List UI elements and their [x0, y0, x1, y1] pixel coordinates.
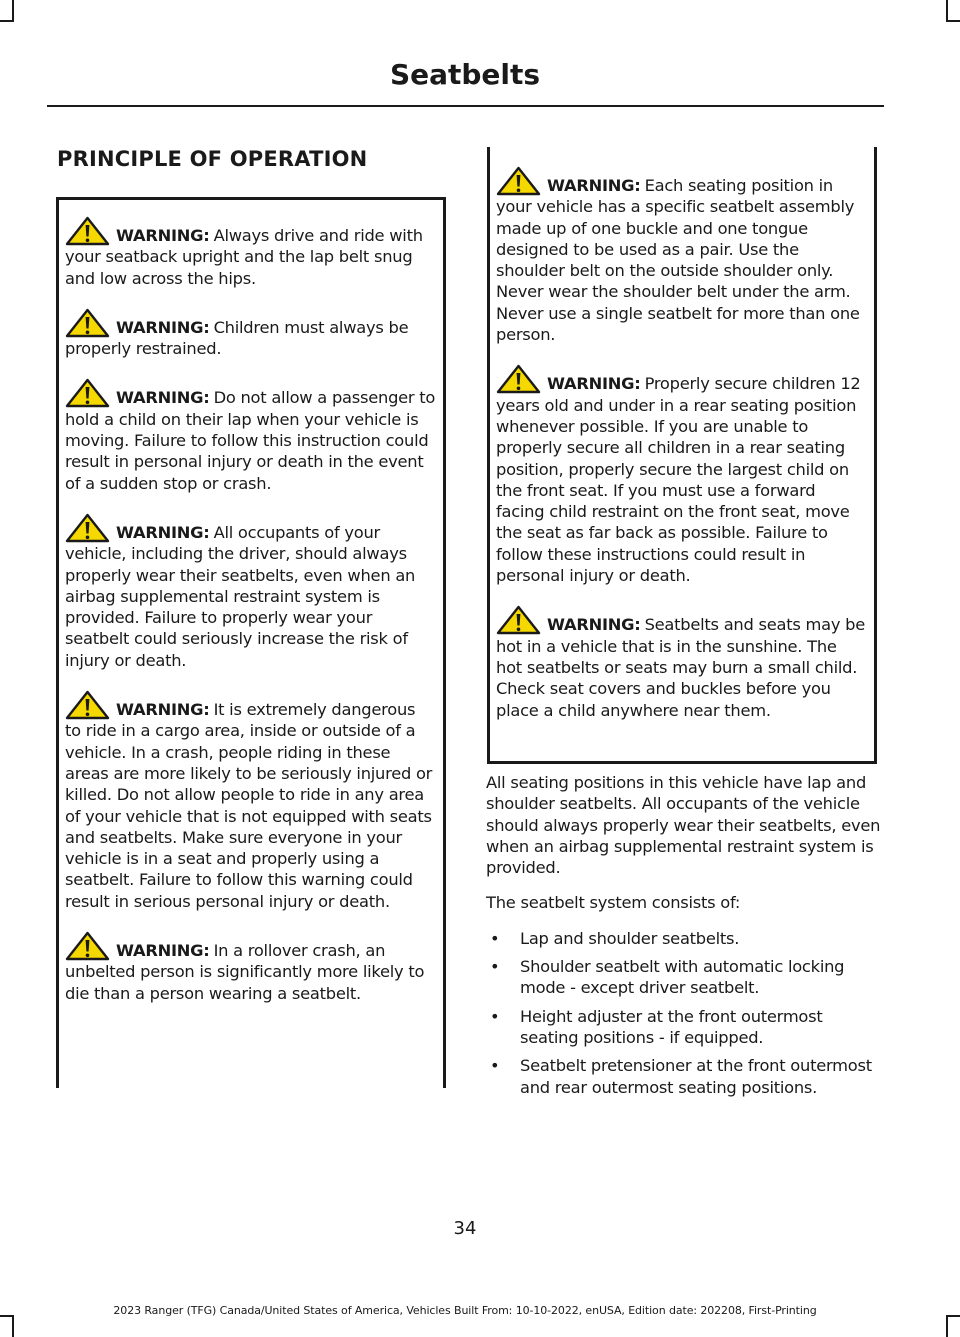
warning-text: Seatbelts and seats may be hot in a vehicle that is in the sunshine. The hot seatbelts or seats may burn a small child. Check seat covers and buckles before you place a child anywhere near them.: [496, 615, 866, 720]
warning-triangle-icon: [65, 690, 110, 720]
crop-mark: [12, 1315, 14, 1337]
crop-mark: [946, 20, 960, 22]
list-item-text: Seatbelt pretensioner at the front outermost and rear outermost seating positions.: [520, 1056, 872, 1097]
crop-mark: [946, 1315, 948, 1337]
warning-paragraph: [496, 605, 867, 720]
warning-paragraph: [496, 364, 867, 586]
page-title: Seatbelts: [389, 58, 541, 91]
warning-triangle-icon: [65, 513, 110, 543]
warning-paragraph: [65, 513, 436, 671]
warning-label: WARNING:: [116, 522, 210, 542]
crop-mark: [0, 20, 14, 22]
warning-triangle-icon: [496, 166, 541, 196]
body-text: [486, 772, 884, 1105]
bullet-glyph: •: [490, 957, 500, 977]
warning-text: Do not allow a passenger to hold a child on their lap when your vehicle is moving. Failure to follow this instruction could result in personal injury or death in the event of a sudden stop or crash.: [65, 388, 436, 493]
warning-text: Children must always be properly restrained.: [65, 317, 409, 359]
list-item-text: Lap and shoulder seatbelts.: [520, 928, 740, 948]
list-item-text: Shoulder seatbelt with automatic locking mode - except driver seatbelt.: [520, 957, 845, 998]
warning-paragraph: [65, 216, 436, 289]
list-item: [486, 1055, 884, 1098]
warning-triangle-icon: [65, 931, 110, 961]
warning-paragraph: [65, 308, 436, 360]
warning-text: Each seating position in your vehicle has a specific seatbelt assembly made up of one buckle and one tongue designed to be used as a pair. Use the shoulder belt on the outside shoulder only. Never wear the shoulder belt under the arm. Never use a single seatbelt for more than one person.: [496, 176, 860, 345]
list-item: [486, 1006, 884, 1049]
document-footer: 2023 Ranger (TFG) Canada/United States of America, Vehicles Built From: 10-10-2022, enUSA, Edition date: 202208, First-Printing: [113, 1304, 817, 1317]
section-heading: PRINCIPLE OF OPERATION: [57, 147, 368, 171]
warning-triangle-icon: [65, 216, 110, 246]
bullet-glyph: •: [490, 1056, 500, 1076]
warning-label: WARNING:: [116, 226, 210, 245]
list-item: [486, 928, 884, 949]
list-item-text: Height adjuster at the front outermost seating positions - if equipped.: [520, 1006, 823, 1047]
warning-label: WARNING:: [116, 317, 210, 337]
warning-text: Always drive and ride with your seatback upright and the lap belt snug and low across the hips.: [65, 226, 423, 288]
warning-triangle-icon: [496, 364, 541, 394]
warning-paragraph: [496, 166, 867, 345]
crop-mark: [12, 0, 14, 22]
bullet-glyph: •: [490, 1006, 500, 1026]
warning-label: WARNING:: [116, 700, 210, 720]
warning-text: It is extremely dangerous to ride in a cargo area, inside or outside of a vehicle. In a crash, people riding in these areas are more likely to be seriously injured or killed. Do not allow people to ride in any area of your vehicle that is not equipped with seats and seatbelts. Make sure everyone in your vehicle is in a seat and properly using a seatbelt. Failure to follow this warning could result in serious personal injury or death.: [65, 700, 433, 911]
warning-paragraph: [65, 931, 436, 1004]
warning-text: In a rollover crash, an unbelted person is significantly more likely to die than a person wearing a seatbelt.: [65, 941, 425, 1003]
warning-paragraph: [65, 378, 436, 493]
warning-triangle-icon: [65, 378, 110, 408]
warning-label: WARNING:: [116, 941, 210, 961]
system-lead-paragraph: The seatbelt system consists of:: [486, 893, 741, 913]
bullet-glyph: •: [490, 928, 500, 948]
warning-label: WARNING:: [547, 374, 641, 394]
warning-text: All occupants of your vehicle, including the driver, should always properly wear their seatbelts, even when an airbag supplemental restraint system is provided. Failure to properly wear your seatbelt could seriously increase the risk of injury or death.: [65, 522, 416, 670]
intro-paragraph: All seating positions in this vehicle have lap and shoulder seatbelts. All occupants of the vehicle should always properly wear their seatbelts, even when an airbag supplemental restraint system is provided.: [486, 773, 881, 878]
header-divider: [47, 105, 884, 107]
warning-label: WARNING:: [547, 176, 641, 195]
component-list: [486, 928, 884, 1098]
warning-box-left: [56, 197, 446, 1088]
warning-triangle-icon: [496, 605, 541, 635]
page-number: 34: [453, 1218, 477, 1239]
warning-label: WARNING:: [547, 615, 641, 635]
list-item: [486, 956, 884, 999]
crop-mark: [946, 1315, 960, 1317]
warning-paragraph: [65, 690, 436, 912]
warning-triangle-icon: [65, 308, 110, 338]
warning-text: Properly secure children 12 years old and under in a rear seating position whenever possible. If you are unable to properly secure all children in a rear seating position, properly secure the largest child on the front seat. If you must use a forward facing child restraint on the front seat, move the seat as far back as possible. Failure to follow these instructions could result in personal injury or death.: [496, 374, 861, 586]
warning-label: WARNING:: [116, 388, 210, 408]
warning-box-right: [487, 147, 877, 764]
crop-mark: [946, 0, 948, 22]
